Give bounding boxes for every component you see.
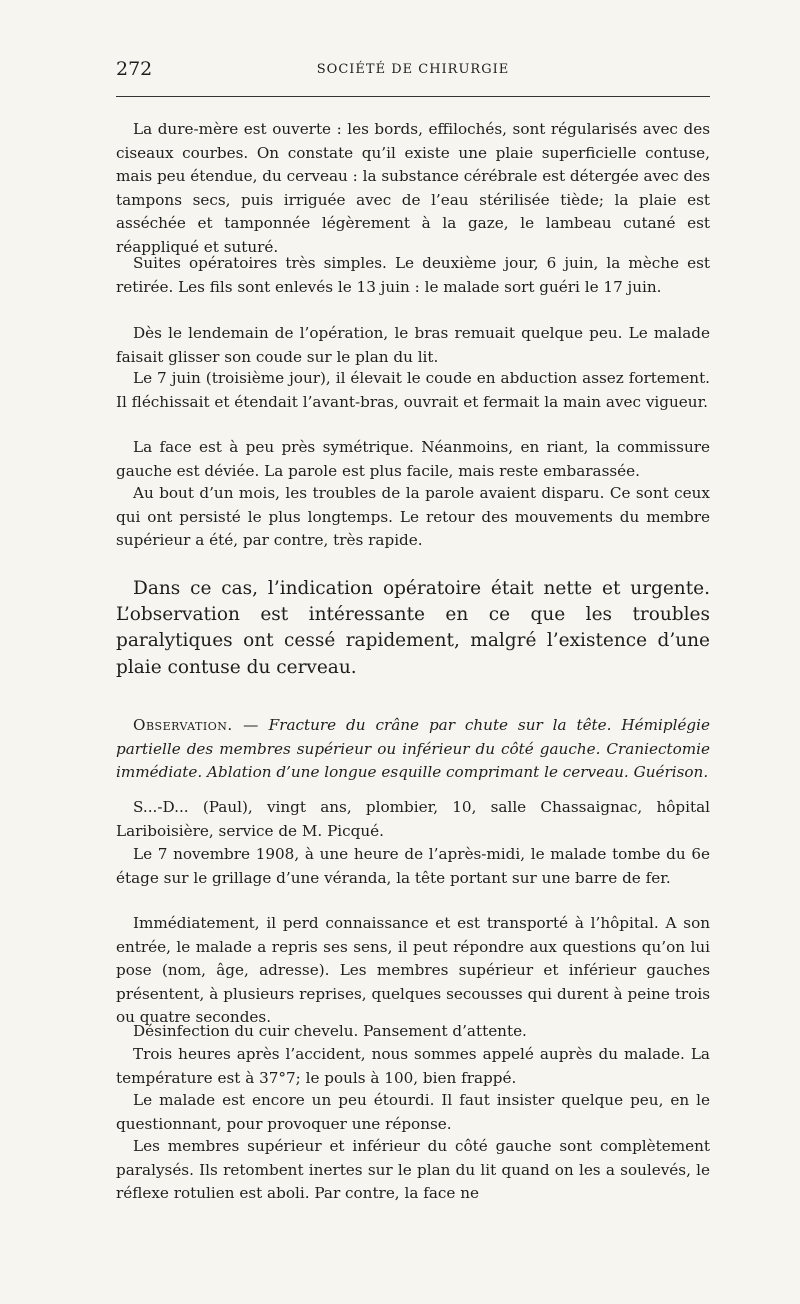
paragraph-june-7: Le 7 juin (troisième jour), il élevait le coude en abduction assez fortement. Il fléchissait et étendait l’avant-bras, ouvrait et fermait la main avec vigueur.: [116, 369, 710, 411]
paragraph-paralysis: Les membres supérieur et inférieur du côté gauche sont complètement paralysés. Ils retombent inertes sur le plan du lit quand on les a soulevés, le réflexe rotulien est aboli. Par contre, la face ne: [116, 1137, 710, 1202]
page-number: 272: [116, 58, 153, 80]
running-title: SOCIÉTÉ DE CHIRURGIE: [316, 62, 510, 77]
paragraph-arm-movement: Dès le lendemain de l’opération, le bras remuait quelque peu. Le malade faisait glisser son coude sur le plan du lit.: [116, 324, 710, 366]
paragraph-patient: S...-D... (Paul), vingt ans, plombier, 10, salle Chassaignac, hôpital Lariboisière, service de M. Picqué.: [116, 798, 710, 840]
commentary-paragraph: Dans ce cas, l’indication opératoire était nette et urgente. L’observation est intéressante en ce que les troubles paralytiques ont cessé rapidement, malgré l’existence d’une plaie contuse du cerveau.: [116, 578, 710, 678]
paragraph-one-month: Au bout d’un mois, les troubles de la parole avaient disparu. Ce sont ceux qui ont persisté le plus longtemps. Le retour des mouvements du membre supérieur a été, par contre, très rapide.: [116, 484, 710, 549]
paragraph-dura-mater: La dure-mère est ouverte : les bords, effilochés, sont régularisés avec des ciseaux courbes. On constate qu’il existe une plaie superficielle contuse, mais peu étendue, du cerveau : la substance cérébrale est détergée avec des tampons secs, puis irriguée avec de l’eau stérilisée tiède; la plaie est asséchée et tamponnée légèrement à la gaze, le lambeau cutané est réappliqué et suturé.: [116, 120, 710, 256]
observation-title: Fracture du crâne par chute sur la tête. Hémiplégie partielle des membres supérieur ou inférieur du côté gauche. Craniectomie immédiate. Ablation d’une longue esquille comprimant le cerveau. Guérison.: [116, 716, 710, 781]
paragraph-postoperative: Suites opératoires très simples. Le deuxième jour, 6 juin, la mèche est retirée. Les fils sont enlevés le 13 juin : le malade sort guéri le 17 juin.: [116, 254, 710, 296]
page-header: [116, 58, 710, 86]
header-rule: [116, 96, 710, 97]
paragraph-dazed: Le malade est encore un peu étourdi. Il faut insister quelque peu, en le questionnant, pour provoquer une réponse.: [116, 1091, 710, 1133]
paragraph-three-hours: Trois heures après l’accident, nous sommes appelé auprès du malade. La température est à 37°7; le pouls à 100, bien frappé.: [116, 1045, 710, 1087]
paragraph-admission: Immédiatement, il perd connaissance et est transporté à l’hôpital. A son entrée, le malade a repris ses sens, il peut répondre aux questions qu’on lui pose (nom, âge, adresse). Les membres supérieur et inférieur gauches présentent, à plusieurs reprises, quelques secousses qui durent à peine trois ou quatre secondes.: [116, 914, 710, 1026]
observation-label: Observation. —: [133, 716, 259, 734]
paragraph-disinfection: Désinfection du cuir chevelu. Pansement d’attente.: [133, 1022, 527, 1040]
paragraph-fall: Le 7 novembre 1908, à une heure de l’après-midi, le malade tombe du 6e étage sur le grillage d’une véranda, la tête portant sur une barre de fer.: [116, 845, 710, 887]
observation-heading: [116, 714, 710, 785]
paragraph-face: La face est à peu près symétrique. Néanmoins, en riant, la commissure gauche est déviée. La parole est plus facile, mais reste embarassée.: [116, 438, 710, 480]
